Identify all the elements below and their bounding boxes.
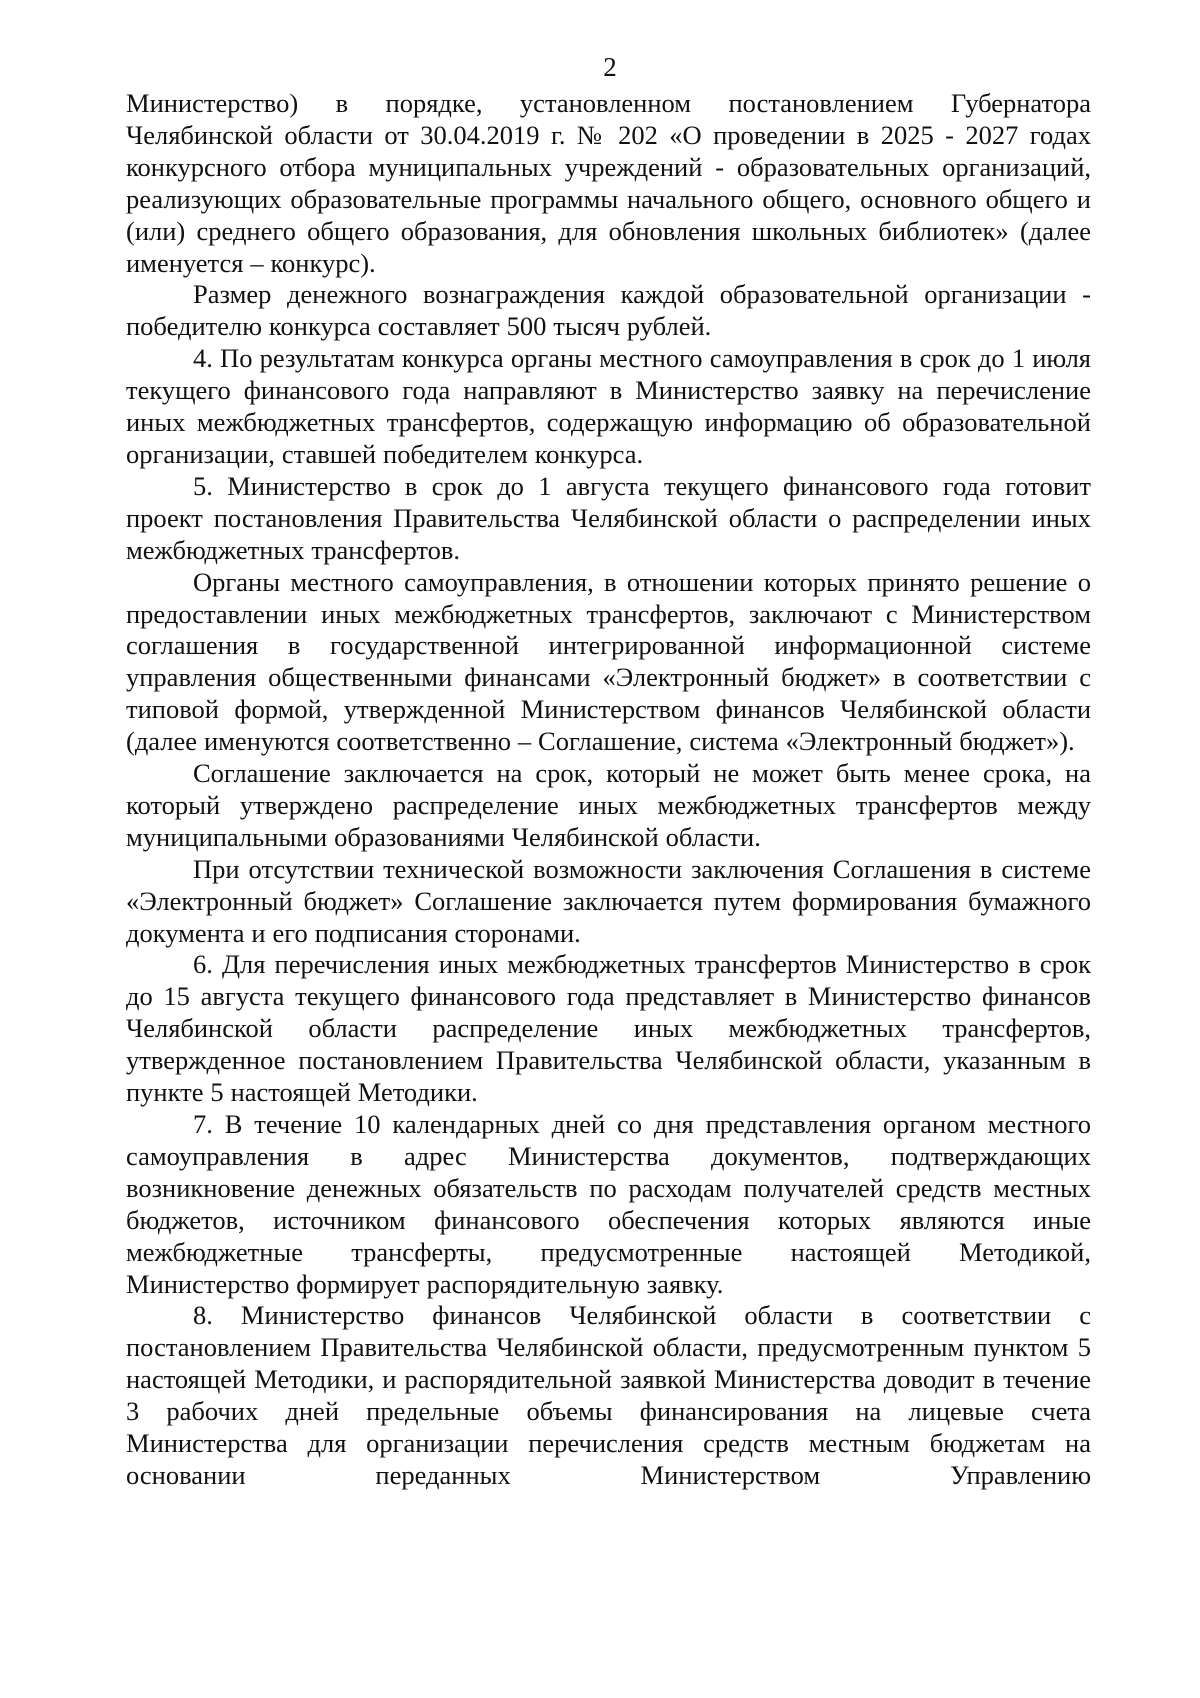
page-number: 2 [603,52,617,82]
paragraph-agreements: Органы местного самоуправления, в отношении которых принято решение о предоставлении иных межбюджетных трансфертов, заключают с Министерством соглашения в государственной интегрированной информационной системе управления общественными финансами «Электронный бюджет» в соответствии с типовой формой, утвержденной Министерством финансов Челябинской области (далее именуются соответственно – Соглашение, система «Электронный бюджет»). [126,566,1091,757]
document-body [126,88,1091,1492]
paragraph-agreement-term: Соглашение заключается на срок, который не может быть менее срока, на который утверждено распределение иных межбюджетных трансфертов между муниципальными образованиями Челябинской области. [126,758,1091,852]
paragraph-reward-size: Размер денежного вознаграждения каждой образовательной организации - победителю конкурса составляет 500 тысяч рублей. [126,279,1091,342]
paragraph-continuation: Министерство) в порядке, установленном постановлением Губернатора Челябинской области от 30.04.2019 г. № 202 «О проведении в 2025 - 2027 годах конкурсного отбора муниципальных учреждений - образовательных организаций, реализующих образовательные программы начального общего, основного общего и (или) среднего общего образования, для обновления школьных библиотек» (далее именуется – конкурс). [126,88,1091,278]
paragraph-item-7: 7. В течение 10 календарных дней со дня представления органом местного самоуправления в адрес Министерства документов, подтверждающих возникновение денежных обязательств по расходам получателей средств местных бюджетов, источником финансового обеспечения которых являются иные межбюджетные трансферты, предусмотренные настоящей Методикой, Министерство формирует распорядительную заявку. [126,1109,1091,1299]
paragraph-item-6: 6. Для перечисления иных межбюджетных трансфертов Министерство в срок до 15 августа текущего финансового года представляет в Министерство финансов Челябинской области распределение иных межбюджетных трансфертов, утвержденное постановлением Правительства Челябинской области, указанным в пункте 5 настоящей Методики. [126,949,1091,1108]
paragraph-item-8: 8. Министерство финансов Челябинской области в соответствии с постановлением Правительства Челябинской области, предусмотренным пунктом 5 настоящей Методики, и распорядительной заявкой Министерства доводит в течение 3 рабочих дней предельные объемы финансирования на лицевые счета Министерства для организации перечисления средств местным бюджетам на основании переданных Министерством Управлению [126,1300,1091,1490]
paragraph-paper-agreement: При отсутствии технической возможности заключения Соглашения в системе «Электронный бюджет» Соглашение заключается путем формирования бумажного документа и его подписания сторонами. [126,853,1091,948]
paragraph-item-5: 5. Министерство в срок до 1 августа текущего финансового года готовит проект постановления Правительства Челябинской области о распределении иных межбюджетных трансфертов. [126,470,1091,565]
paragraph-item-4: 4. По результатам конкурса органы местного самоуправления в срок до 1 июля текущего финансового года направляют в Министерство заявку на перечисление иных межбюджетных трансфертов, содержащую информацию об образовательной организации, ставшей победителем конкурса. [126,343,1091,469]
